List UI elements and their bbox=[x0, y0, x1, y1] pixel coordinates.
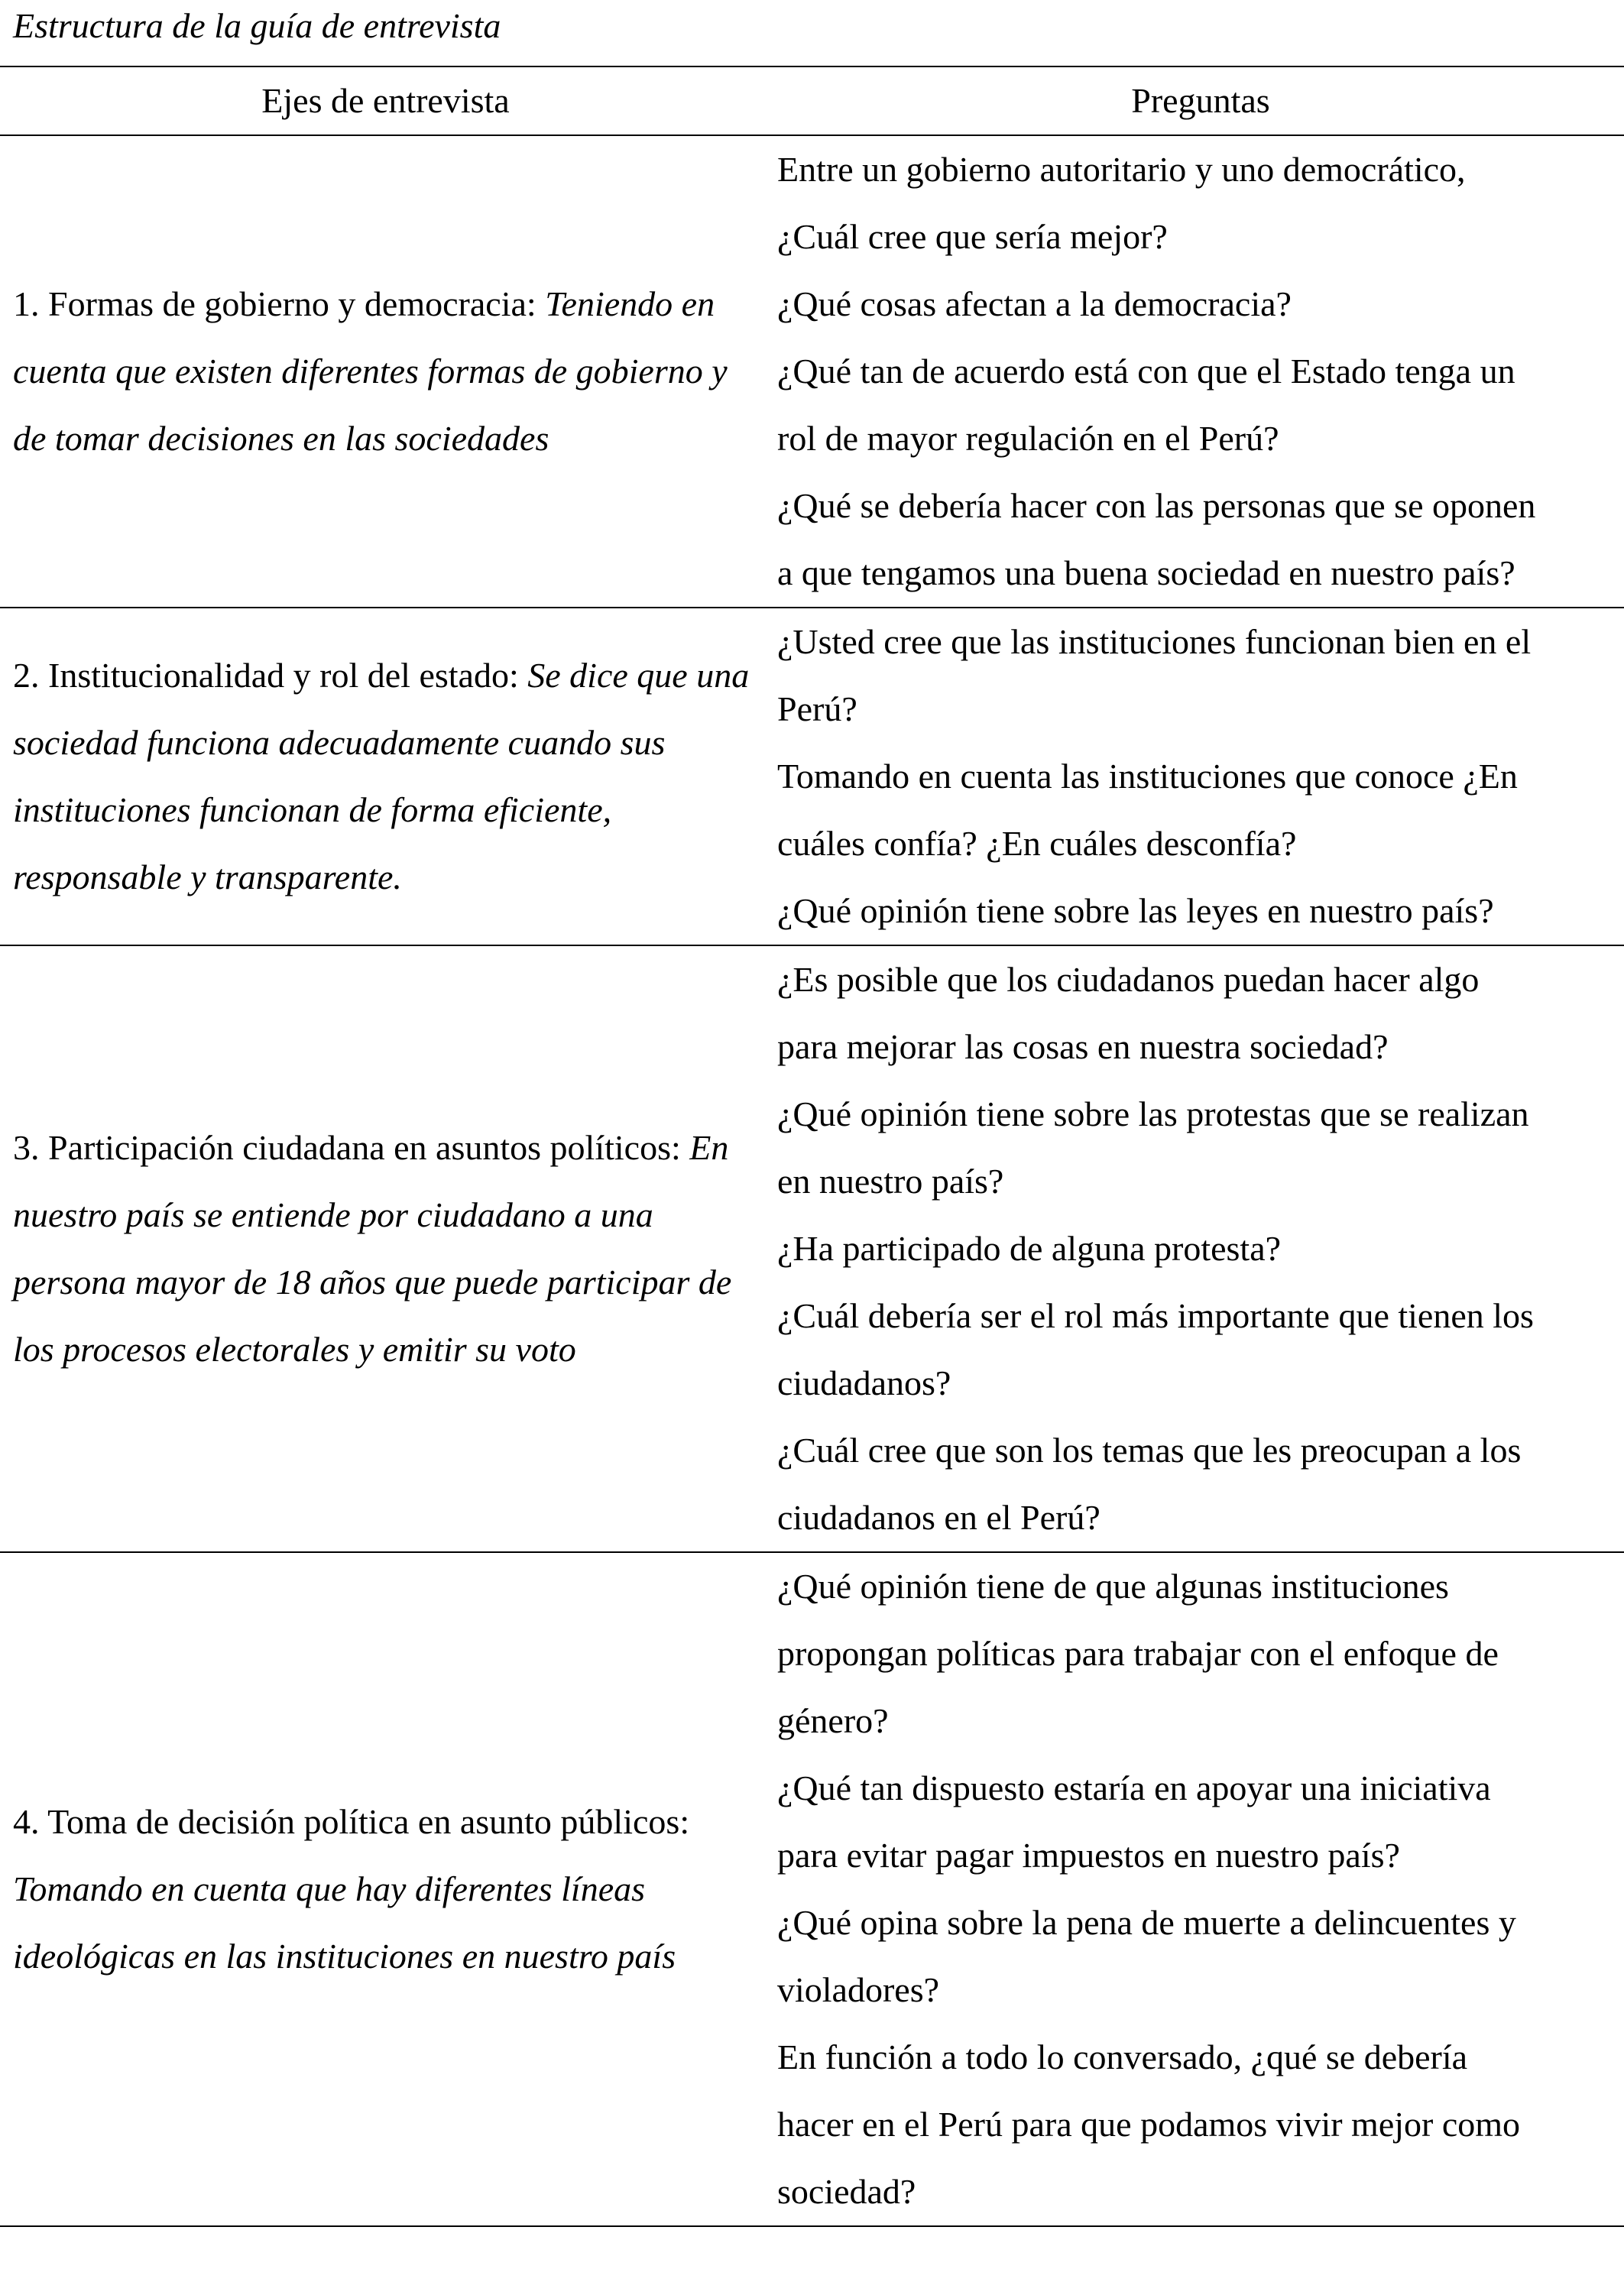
question-line: a que tengamos una buena sociedad en nuestro país? bbox=[777, 553, 1515, 592]
question-line: ciudadanos? bbox=[777, 1363, 951, 1402]
table-body bbox=[0, 136, 1624, 2227]
axis-title: 1. Formas de gobierno y democracia: bbox=[13, 284, 536, 323]
questions-cell bbox=[764, 136, 1624, 607]
question-line: género? bbox=[777, 1701, 889, 1740]
axis-title: 3. Participación ciudadana en asuntos políticos: bbox=[13, 1128, 681, 1167]
table-caption: Estructura de la guía de entrevista bbox=[13, 6, 501, 45]
axis-cell bbox=[0, 136, 764, 607]
question-line: ¿Qué opinión tiene sobre las protestas que se realizan bbox=[777, 1094, 1529, 1133]
question-line: ¿Qué opinión tiene de que algunas instituciones bbox=[777, 1567, 1449, 1606]
table-row bbox=[0, 1553, 1624, 2227]
axis-text bbox=[13, 642, 758, 911]
question-line: hacer en el Perú para que podamos vivir mejor como bbox=[777, 2105, 1521, 2144]
question-line: rol de mayor regulación en el Perú? bbox=[777, 419, 1279, 458]
question-line: Perú? bbox=[777, 689, 857, 728]
question-line: ¿Qué opina sobre la pena de muerte a delincuentes y bbox=[777, 1903, 1516, 1942]
questions-cell bbox=[764, 608, 1624, 945]
question-line: para evitar pagar impuestos en nuestro país? bbox=[777, 1836, 1400, 1875]
question-line: ¿Es posible que los ciudadanos puedan hacer algo bbox=[777, 960, 1480, 999]
question-line: ¿Qué se debería hacer con las personas que se oponen bbox=[777, 486, 1536, 525]
table-row bbox=[0, 136, 1624, 608]
questions-cell bbox=[764, 946, 1624, 1551]
axis-title: 4. Toma de decisión política en asunto públicos: bbox=[13, 1802, 690, 1841]
header-questions: Preguntas bbox=[1131, 81, 1270, 120]
question-line: Tomando en cuenta las instituciones que conoce ¿En bbox=[777, 757, 1518, 796]
question-line: para mejorar las cosas en nuestra sociedad? bbox=[777, 1027, 1389, 1066]
questions-cell bbox=[764, 1553, 1624, 2225]
question-line: ¿Qué tan de acuerdo está con que el Estado tenga un bbox=[777, 352, 1515, 391]
question-line: propongan políticas para trabajar con el enfoque de bbox=[777, 1634, 1499, 1673]
question-line: violadores? bbox=[777, 1970, 940, 2009]
table-row bbox=[0, 946, 1624, 1553]
axis-description: Se dice que una sociedad funciona adecuadamente cuando sus instituciones funcionan de forma eficiente, responsable y transparente. bbox=[13, 656, 750, 896]
question-line: ciudadanos en el Perú? bbox=[777, 1498, 1100, 1537]
question-line: ¿Ha participado de alguna protesta? bbox=[777, 1229, 1282, 1268]
question-line: sociedad? bbox=[777, 2172, 916, 2211]
axis-cell bbox=[0, 608, 764, 945]
question-line: En función a todo lo conversado, ¿qué se debería bbox=[777, 2037, 1468, 2076]
axis-title: 2. Institucionalidad y rol del estado: bbox=[13, 656, 519, 695]
table-header-row bbox=[0, 67, 1624, 136]
axis-description: Tomando en cuenta que hay diferentes líneas ideológicas en las instituciones en nuestro país bbox=[13, 1869, 676, 1976]
question-line: ¿Qué tan dispuesto estaría en apoyar una iniciativa bbox=[777, 1768, 1491, 1807]
axis-text bbox=[13, 271, 758, 472]
axis-text bbox=[13, 1788, 758, 1990]
question-line: ¿Cuál cree que son los temas que les preocupan a los bbox=[777, 1431, 1522, 1470]
question-line: ¿Qué cosas afectan a la democracia? bbox=[777, 284, 1292, 323]
axis-text bbox=[13, 1114, 758, 1383]
axis-description: En nuestro país se entiende por ciudadano a una persona mayor de 18 años que puede participar de los procesos electorales y emitir su voto bbox=[13, 1128, 732, 1369]
question-line: Entre un gobierno autoritario y uno democrático, bbox=[777, 150, 1466, 189]
axis-cell bbox=[0, 1553, 764, 2225]
table-row bbox=[0, 608, 1624, 946]
interview-guide-table bbox=[0, 66, 1624, 2227]
header-axes: Ejes de entrevista bbox=[261, 81, 510, 120]
question-line: ¿Qué opinión tiene sobre las leyes en nuestro país? bbox=[777, 891, 1494, 930]
axis-description: Teniendo en cuenta que existen diferentes formas de gobierno y de tomar decisiones en las sociedades bbox=[13, 284, 728, 458]
axis-cell bbox=[0, 946, 764, 1551]
question-line: cuáles confía? ¿En cuáles desconfía? bbox=[777, 824, 1297, 863]
question-line: ¿Cuál debería ser el rol más importante que tienen los bbox=[777, 1296, 1534, 1335]
question-line: ¿Cuál cree que sería mejor? bbox=[777, 217, 1168, 256]
question-line: ¿Usted cree que las instituciones funcionan bien en el bbox=[777, 622, 1532, 661]
question-line: en nuestro país? bbox=[777, 1162, 1004, 1201]
